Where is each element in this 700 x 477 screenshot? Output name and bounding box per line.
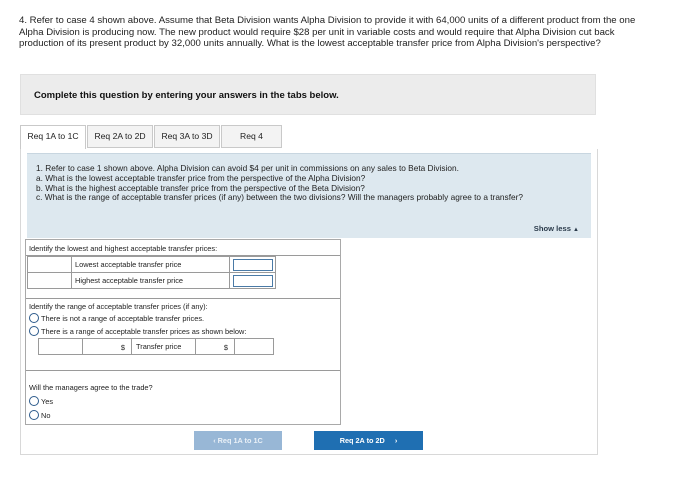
range-high-input-cell[interactable] xyxy=(234,338,274,355)
section-range-title: Identify the range of acceptable transfer prices (if any): xyxy=(29,302,208,311)
answer-form xyxy=(25,239,341,425)
radio-no-range[interactable] xyxy=(29,313,39,323)
radio-yes[interactable] xyxy=(29,396,39,406)
divider xyxy=(26,370,340,371)
instructions-box xyxy=(20,74,596,115)
table-row-spacer xyxy=(27,272,72,289)
radio-no[interactable] xyxy=(29,410,39,420)
show-less-link[interactable] xyxy=(534,224,579,233)
table-row-spacer xyxy=(27,256,72,273)
chevron-right-icon: › xyxy=(394,436,398,445)
tab-req-3a-3d[interactable]: Req 3A to 3D xyxy=(154,125,220,148)
lowest-price-label: Lowest acceptable transfer price xyxy=(75,260,182,269)
requirement-line-b: b. What is the highest acceptable transfer price from the perspective of the Beta Division? xyxy=(36,182,365,193)
option-yes-label: Yes xyxy=(41,397,54,406)
tab-req-4[interactable]: Req 4 xyxy=(221,125,282,148)
requirement-box xyxy=(27,153,591,238)
range-high-dollar: $ xyxy=(223,343,228,352)
option-range-label: There is a range of acceptable transfer prices as shown below: xyxy=(41,327,247,336)
lowest-price-label-cell xyxy=(71,256,230,273)
instructions-text: Complete this question by entering your answers in the tabs below. xyxy=(34,90,339,101)
highest-price-input[interactable] xyxy=(233,275,273,287)
range-spacer-cell xyxy=(38,338,83,355)
section-agree-title: Will the managers agree to the trade? xyxy=(29,383,153,392)
caret-up-icon: ▲ xyxy=(573,227,579,233)
lowest-price-cell xyxy=(229,256,276,273)
requirement-text xyxy=(36,164,581,203)
divider xyxy=(26,298,340,299)
section-prices-title: Identify the lowest and highest acceptable transfer prices: xyxy=(29,244,218,253)
range-low-cell[interactable] xyxy=(82,338,132,355)
prev-req-label: Req 1A to 1C xyxy=(217,436,263,445)
tab-panel xyxy=(20,149,598,455)
lowest-price-input[interactable] xyxy=(233,259,273,271)
option-no-range-label: There is not a range of acceptable transfer prices. xyxy=(41,314,205,323)
tab-req-2a-2d[interactable]: Req 2A to 2D xyxy=(87,125,153,148)
requirement-line-1: 1. Refer to case 1 shown above. Alpha Division can avoid $4 per unit in commissions on any sales to Beta Division. xyxy=(36,163,459,173)
option-no-label: No xyxy=(41,411,51,420)
highest-price-cell xyxy=(229,272,276,289)
radio-range[interactable] xyxy=(29,326,39,336)
range-low-dollar: $ xyxy=(120,343,125,352)
requirement-line-a: a. What is the lowest acceptable transfer price from the perspective of the Alpha Division? xyxy=(36,172,366,183)
prev-req-button[interactable] xyxy=(194,431,282,450)
range-high-cell[interactable] xyxy=(195,338,235,355)
transfer-price-label-cell xyxy=(131,338,196,355)
next-req-button[interactable] xyxy=(314,431,423,450)
transfer-price-label: Transfer price xyxy=(136,342,182,351)
question-text: 4. Refer to case 4 shown above. Assume that Beta Division wants Alpha Division to provide it with 64,000 units of a different product from the one Alpha Division is producing now. The new product would require $28 per unit in variable costs and would require that Alpha Division cut back production of its present product by 32,000 units annually. What is the lowest acceptable transfer price from Alpha Division's perspective? xyxy=(19,15,636,50)
highest-price-label-cell xyxy=(71,272,230,289)
chevron-left-icon: ‹ xyxy=(213,436,216,445)
show-less-label: Show less xyxy=(533,224,571,233)
highest-price-label: Highest acceptable transfer price xyxy=(75,276,184,285)
tab-req-1a-1c[interactable]: Req 1A to 1C xyxy=(20,125,86,150)
requirement-line-c: c. What is the range of acceptable transfer prices (if any) between the two divisions? Will the managers probably agree to a transfer? xyxy=(36,192,523,203)
next-req-label: Req 2A to 2D xyxy=(339,436,385,445)
